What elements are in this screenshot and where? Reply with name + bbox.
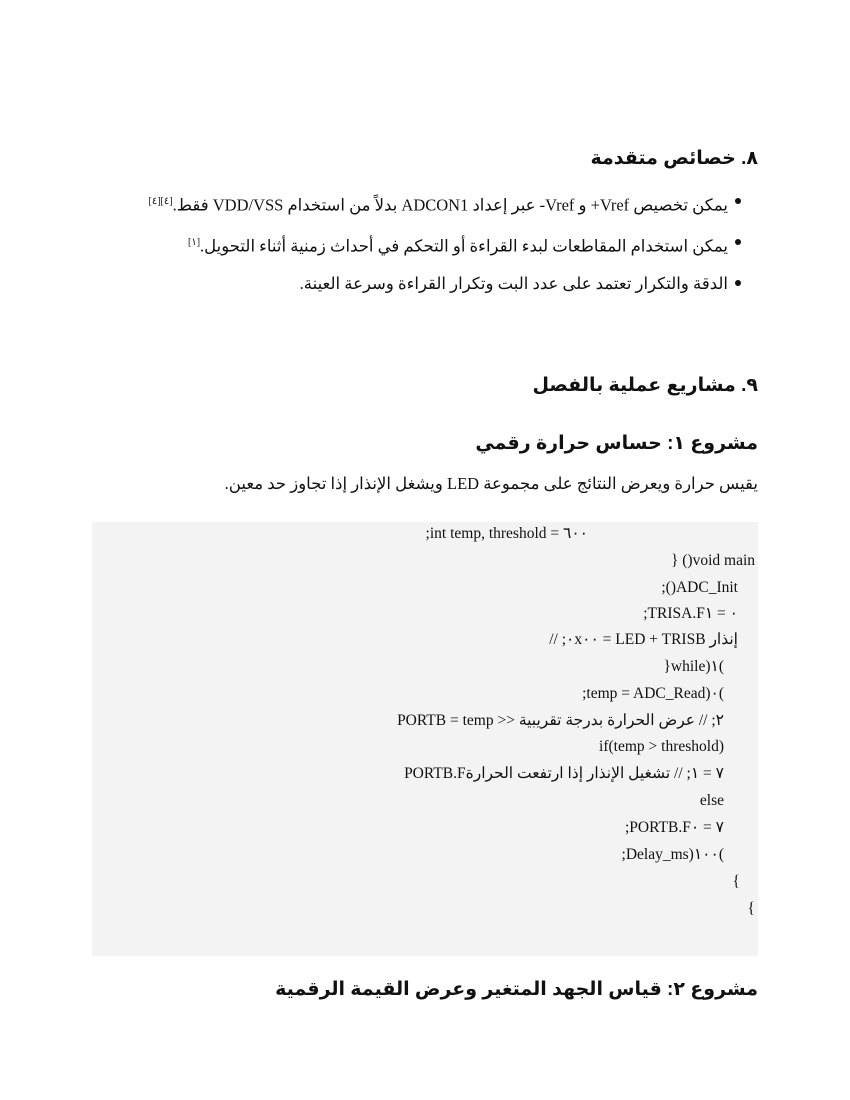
list-item (92, 229, 758, 270)
code-line: ;PORTB.F٧ = ٠ (625, 819, 724, 836)
code-line: إنذار LED + TRISB = ٠x٠٠; // (549, 631, 738, 648)
code-line: ;()ADC_Init (661, 579, 738, 596)
project-1-title: مشروع ١: حساس حرارة رقمي (475, 433, 758, 454)
code-line: PORTB = temp >> ٢; // عرض الحرارة بدرجة تقريبية (397, 712, 724, 729)
code-line: }while)١( (663, 658, 724, 675)
bullet-icon (735, 280, 741, 286)
list-item (92, 270, 758, 311)
bullet-text: الدقة والتكرار تعتمد على عدد البت وتكرار القراءة وسرعة العينة. (299, 274, 728, 293)
advanced-features-list (92, 188, 758, 311)
bullet-icon (735, 198, 741, 204)
section-9-heading: ٩. مشاريع عملية بالفصل (532, 375, 758, 396)
code-line: ;int temp, threshold = ٦٠٠ (425, 525, 588, 542)
bullet-text: يمكن تخصيص Vref+ و Vref- عبر إعداد ADCON1 بدلاً من استخدام VDD/VSS فقط. (172, 195, 728, 215)
code-block (92, 522, 758, 956)
code-line: { (732, 873, 740, 890)
section-8-heading: ٨. خصائص متقدمة (590, 148, 758, 169)
project-2-title: مشروع ٢: قياس الجهد المتغير وعرض القيمة الرقمية (275, 979, 758, 1000)
list-item (92, 188, 758, 229)
code-line: else (699, 792, 724, 809)
citation-link[interactable]: [٤][٤] (148, 196, 173, 207)
code-line: ;temp = ADC_Read)٠( (582, 685, 724, 702)
bullet-text: يمكن استخدام المقاطعات لبدء القراءة أو التحكم في أحداث زمنية أثناء التحويل. (200, 236, 728, 256)
code-line: PORTB.F٧ = ١; // تشغيل الإنذار إذا ارتفعت الحرارة (404, 765, 724, 782)
project-1-description: يقيس حرارة ويعرض النتائج على مجموعة LED ويشغل الإنذار إذا تجاوز حد معين. (224, 474, 758, 493)
code-line: { (747, 900, 755, 917)
code-line: ;Delay_ms)١٠٠( (621, 846, 724, 863)
code-line: if(temp > threshold) (599, 738, 724, 755)
code-line: } ()void main (670, 552, 755, 569)
code-line: ;TRISA.F٠ = ١ (643, 605, 738, 622)
bullet-icon (735, 239, 741, 245)
citation-link[interactable]: [١] (187, 237, 201, 248)
